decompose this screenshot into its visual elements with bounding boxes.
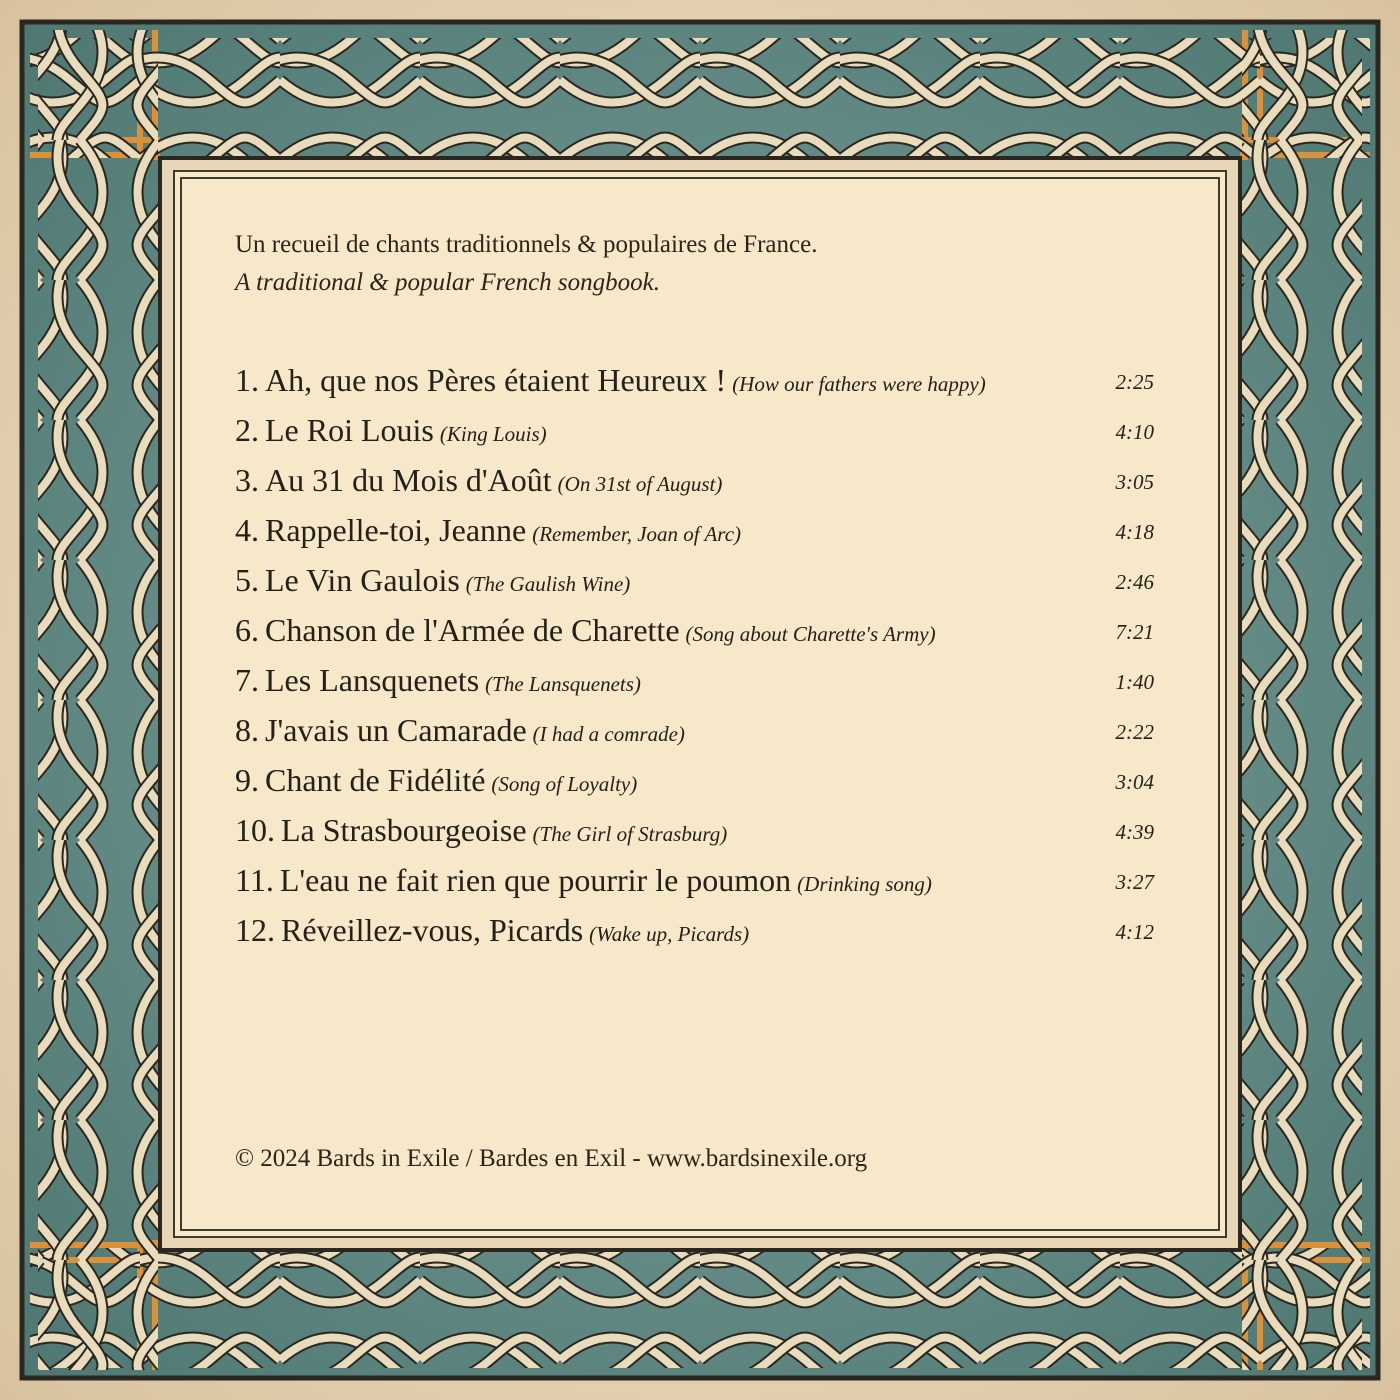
track-translation: (Remember, Joan of Arc) <box>532 522 742 546</box>
track-title: Ah, que nos Pères étaient Heureux ! <box>265 362 727 398</box>
copyright-notice: © 2024 Bards in Exile / Bardes en Exil - www.bardsinexile.org <box>235 1145 868 1172</box>
track-duration: 3:04 <box>1115 770 1154 794</box>
track-number: 12. <box>235 912 275 948</box>
track-translation: (King Louis) <box>439 422 547 446</box>
track-duration: 4:12 <box>1115 920 1154 944</box>
track-title: Chant de Fidélité <box>265 762 486 798</box>
track-translation: (The Lansquenets) <box>485 672 641 696</box>
track-duration: 3:27 <box>1115 870 1154 894</box>
track-duration: 4:10 <box>1115 420 1154 444</box>
track-item <box>235 408 1160 458</box>
track-number: 6. <box>235 612 259 648</box>
track-title: Le Vin Gaulois <box>265 562 460 598</box>
track-translation: (The Girl of Strasburg) <box>532 822 728 846</box>
track-item <box>235 858 1160 908</box>
track-title: Rappelle-toi, Jeanne <box>265 512 527 548</box>
track-translation: (Drinking song) <box>797 872 932 896</box>
track-number: 5. <box>235 562 259 598</box>
track-item <box>235 508 1160 558</box>
track-item <box>235 808 1160 858</box>
track-number: 9. <box>235 762 259 798</box>
track-translation: (Wake up, Picards) <box>589 922 750 946</box>
track-title: Les Lansquenets <box>265 662 480 698</box>
track-translation: (Song of Loyalty) <box>491 772 638 796</box>
track-number: 7. <box>235 662 259 698</box>
track-item <box>235 608 1160 658</box>
track-duration: 7:21 <box>1115 620 1154 644</box>
track-duration: 2:22 <box>1115 720 1154 744</box>
track-duration: 4:18 <box>1115 520 1154 544</box>
track-duration: 4:39 <box>1115 820 1154 844</box>
track-item <box>235 758 1160 808</box>
track-number: 1. <box>235 362 259 398</box>
track-duration: 1:40 <box>1115 670 1154 694</box>
track-item <box>235 708 1160 758</box>
track-item <box>235 358 1160 408</box>
track-title: Le Roi Louis <box>265 412 434 448</box>
track-item <box>235 558 1160 608</box>
intro <box>235 230 817 298</box>
track-number: 3. <box>235 462 259 498</box>
track-duration: 3:05 <box>1115 470 1154 494</box>
track-title: J'avais un Camarade <box>265 712 527 748</box>
track-title: Au 31 du Mois d'Août <box>265 462 552 498</box>
track-item <box>235 658 1160 708</box>
intro-english: A traditional & popular French songbook. <box>235 269 660 296</box>
track-translation: (How our fathers were happy) <box>732 372 986 396</box>
track-number: 11. <box>235 862 274 898</box>
track-title: L'eau ne fait rien que pourrir le poumon <box>279 862 792 898</box>
track-title: La Strasbourgeoise <box>281 812 527 848</box>
intro-french: Un recueil de chants traditionnels & populaires de France. <box>235 231 818 258</box>
track-title: Chanson de l'Armée de Charette <box>265 612 680 648</box>
track-number: 4. <box>235 512 259 548</box>
track-number: 2. <box>235 412 259 448</box>
track-duration: 2:25 <box>1115 370 1154 394</box>
track-duration: 2:46 <box>1115 570 1154 594</box>
track-translation: (The Gaulish Wine) <box>465 572 631 596</box>
track-number: 10. <box>235 812 275 848</box>
track-item <box>235 908 1160 958</box>
track-item <box>235 458 1160 508</box>
track-translation: (Song about Charette's Army) <box>685 622 936 646</box>
track-number: 8. <box>235 712 259 748</box>
track-translation: (On 31st of August) <box>557 472 723 496</box>
track-list <box>235 358 1160 958</box>
track-translation: (I had a comrade) <box>532 722 685 746</box>
track-title: Réveillez-vous, Picards <box>281 912 584 948</box>
